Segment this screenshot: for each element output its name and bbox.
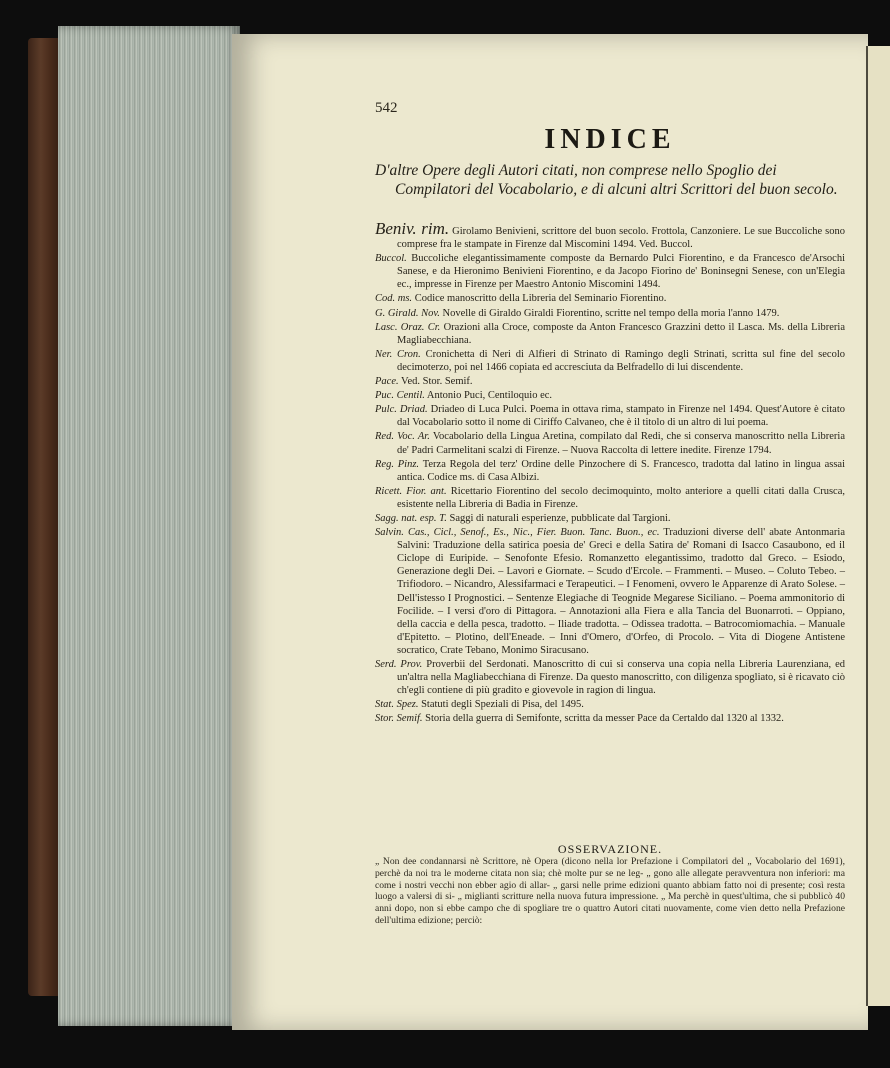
entry-text: Driadeo di Luca Pulci. Poema in ottava rima, stampato in Firenze nel 1494. Quest'Autore è citato dal Vocabolario sotto il nome di Ciriffo Calvaneo, che è il titolo di un altro di lui poema. <box>397 404 845 429</box>
index-entry <box>375 458 845 484</box>
page-title: INDICE <box>544 124 676 155</box>
entry-abbreviation: G. Girald. Nov. <box>375 307 440 319</box>
entry-text: Proverbii del Serdonati. Manoscritto di cui si conserva una copia nella Libreria Laurenziana, ed un'altra nella Magliabecchiana di Firenze. Da questo manoscritto, con diligenza spogliato, si è ricavato ciò ch'egli contiene di più gradito e giovevole in ragion di lingua. <box>397 659 845 697</box>
index-entry <box>375 292 845 305</box>
entry-abbreviation: Lasc. Oraz. Cr. <box>375 321 441 333</box>
entry-abbreviation: Cod. ms. <box>375 293 413 305</box>
entry-abbreviation: Buccol. <box>375 253 407 265</box>
entry-abbreviation: Stat. Spez. <box>375 699 419 711</box>
index-entry <box>375 430 845 456</box>
entry-abbreviation: Serd. Prov. <box>375 659 423 670</box>
entry-text: Novelle di Giraldo Giraldi Fiorentino, scritte nel tempo della moria l'anno 1479. <box>439 307 780 319</box>
index-entry <box>375 658 845 697</box>
entry-text: Storia della guerra di Semifonte, scritta da messer Pace da Certaldo dal 1320 al 1332. <box>422 713 784 725</box>
index-entry <box>375 375 845 388</box>
entry-abbreviation: Salvin. Cas., Cicl., Senof., Es., Nic., Fier. Buon. Tanc. Buon., ec. <box>375 527 660 539</box>
entry-text: Terza Regola del terz' Ordine delle Pinzochere di S. Francesco, tradotta dal latino in lingua assai antica. Codice ms. di Casa Albizi. <box>397 458 845 483</box>
entry-abbreviation: Beniv. rim. <box>375 219 450 238</box>
index-entry <box>375 526 845 657</box>
index-entry <box>375 348 845 374</box>
entry-abbreviation: Reg. Pinz. <box>375 458 420 470</box>
index-entry <box>375 698 845 711</box>
entry-text: Vocabolario della Lingua Aretina, compilato dal Redi, che si conserva manoscritto nella Libreria de' Padri Carmelitani scalzi di Firenze. – Nuova Raccolta di lettere inedite. Firenze 1794. <box>397 431 845 456</box>
entry-text: Saggi di naturali esperienze, pubblicate dal Targioni. <box>446 512 671 524</box>
index-entry <box>375 321 845 347</box>
index-entry <box>375 485 845 511</box>
index-entry <box>375 512 845 525</box>
entry-abbreviation: Pace. <box>375 376 399 388</box>
observation-text: „ Non dee condannarsi nè Scrittore, nè Opera (dicono nella lor Prefazione i Compilatori del „ Vocabolario del 1691), perchè da noi tra le moderne citata non sia; chè molte pur se ne leg- „ gono alle allegate peravventura non inferiori: ma come i nostri vecchi non ebber agio di allar- „ garsi nelle prime edizioni quanto abbiam fatto noi di presente; così resta luogo a valersi di si- „ miglianti scritture nella nuova futura impressione. „ Ma perchè in quest'ultima, che si pubblicò 40 anni dopo, non si ebbe campo che di spogliare tre o quattro Autori citati nuovamente, come vien detto nella Prefazione dell'ultima edizione; perciò: <box>375 856 845 926</box>
index-entry <box>375 403 845 429</box>
entry-abbreviation: Stor. Semif. <box>375 713 423 725</box>
entry-text: Orazioni alla Croce, composte da Anton Francesco Grazzini detto il Lasca. Ms. della Libreria Magliabecchiana. <box>397 321 845 346</box>
entry-text: Statuti degli Speziali di Pisa, del 1495. <box>418 699 584 711</box>
entry-abbreviation: Pulc. Driad. <box>375 404 428 416</box>
page-number: 542 <box>375 100 398 116</box>
entry-text: Buccoliche elegantissimamente composte da Bernardo Pulci Fiorentino, e da Francesco de'Arsochi Sanese, e da Hieronimo Benivieni Fiorentino, e da Jacopo Fiorino de' Boninsegni Senese, con un'Elegia ec., impresse in Firenze per Maestro Antonio Miscomini 1494. <box>397 253 845 291</box>
entry-text: Girolamo Benivieni, scrittore del buon secolo. Frottola, Canzoniere. Le sue Buccoliche sono comprese fra le stampate in Firenze dal Miscomini 1494. Ved. Buccol. <box>397 226 845 251</box>
index-entry <box>375 252 845 291</box>
facing-page-edge <box>866 46 890 1006</box>
index-entry <box>375 712 845 725</box>
entry-abbreviation: Sagg. nat. esp. T. <box>375 512 447 524</box>
observation-heading: OSSERVAZIONE. <box>557 842 663 856</box>
entry-text: Codice manoscritto della Libreria del Seminario Fiorentino. <box>412 293 667 305</box>
entry-text: Cronichetta di Neri di Alfieri di Strinato di Ramingo degli Strinati, scritta sul fine del secolo decimoterzo, poi nel 1466 copiata ed accresciuta da Belfradello di lui discendente. <box>397 348 845 373</box>
entry-text: Antonio Puci, Centiloquio ec. <box>424 390 553 402</box>
entry-text: Ricettario Fiorentino del secolo decimoquinto, molto anteriore a quelli citati dalla Crusca, esistente nella Libreria di Badia in Firenze. <box>397 485 845 510</box>
entry-text: Ved. Stor. Semif. <box>398 376 473 388</box>
entry-abbreviation: Ricett. Fior. ant. <box>375 485 447 497</box>
entry-abbreviation: Red. Voc. Ar. <box>375 431 430 443</box>
entry-abbreviation: Ner. Cron. <box>375 348 421 360</box>
entry-abbreviation: Puc. Centil. <box>375 390 425 402</box>
page-subtitle: D'altre Opere degli Autori citati, non comprese nello Spoglio dei Compilatori del Vocabolario, e di alcuni altri Scrittori del buon secolo. <box>375 162 838 198</box>
index-entry <box>375 307 845 320</box>
index-entries <box>375 219 846 726</box>
entry-text: Traduzioni diverse dell' abate Antonmaria Salvini: Traduzione della satirica poesia de' Greci e della Satira de' Romani di Isacco Casaubono, ed il Ciclope di Euripide. – Senofonte Efesio. Romanzetto elegantissimo, tradotto dal Greco. – Esiodo, Generazione degli Dei. – Lavori e Giornate. – Scudo d'Ercole. – Frammenti. – Museo. – Coluto Tebeo. – Trifiodoro. – Nicandro, Alessifarmaci e Terapeutici. – I Fenomeni, ovvero le Apparenze di Arato Solese. – Dell'istesso I Prognostici. – Sentenze Elegiache di Teognide Megarese Siciliano. – Poema ammonitorio di Focilide. – I versi d'oro di Pittagora. – Annotazioni alla Fiera e alla Tancia del Buonarroti. – Oppiano, della caccia e della pesca, tradotto. – Iliade tradotta. – Odissea tradotta. – Batrocomiomachia. – Manuale d'Epitetto. – Plotino, dell'Eneade. – Inni d'Omero, d'Orfeo, di Procolo. – Vita di Diogene Antistene socratico, Crate Tebano, Monimo Siracusano. <box>397 527 846 656</box>
index-entry <box>375 389 845 402</box>
page-block-edge <box>58 26 240 1026</box>
index-entry <box>375 219 845 251</box>
